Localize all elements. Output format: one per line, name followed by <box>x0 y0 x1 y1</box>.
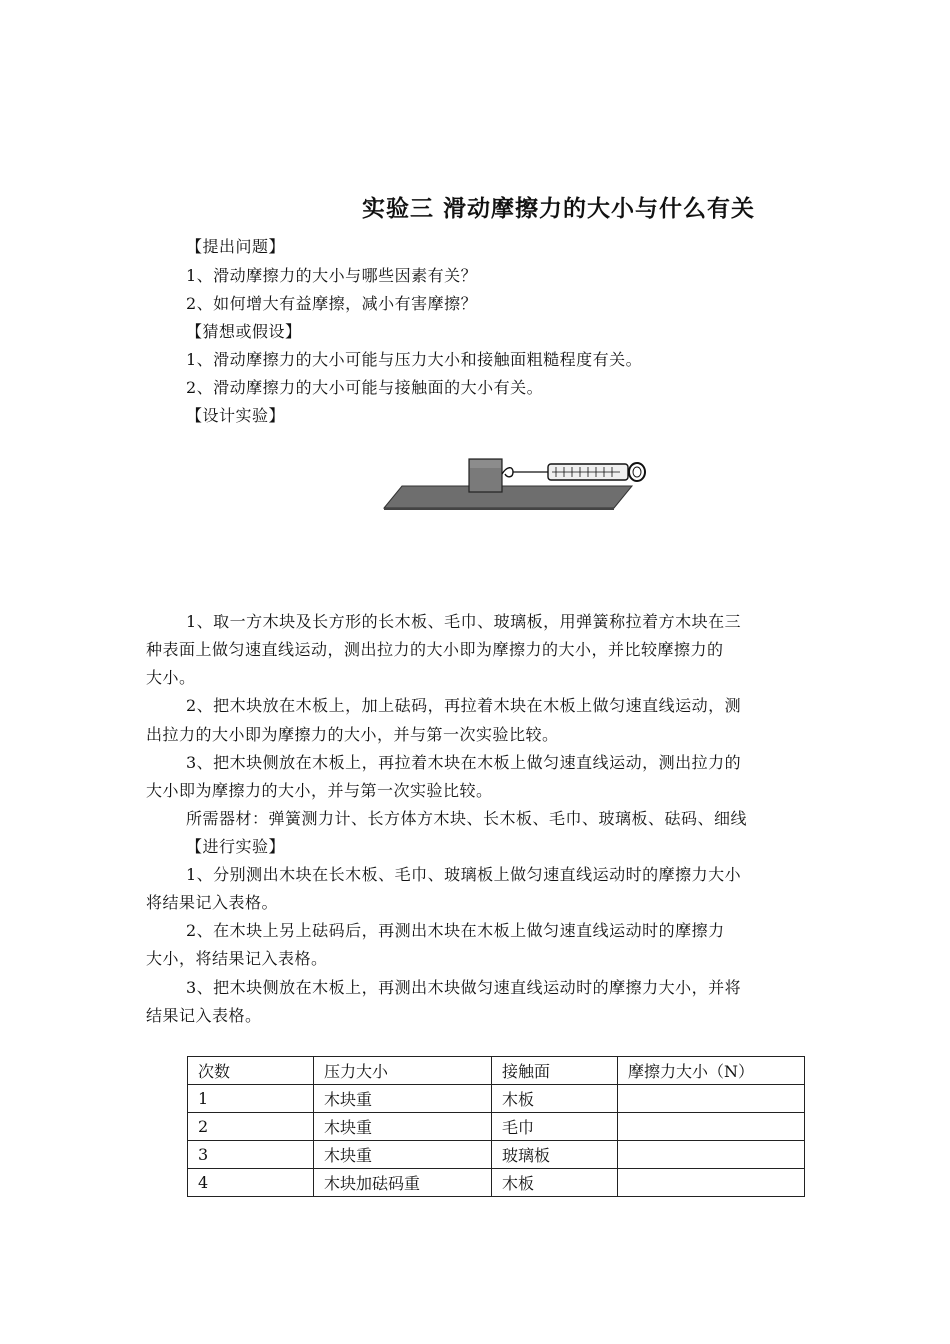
table-cell <box>618 1141 805 1169</box>
table-row <box>188 1169 805 1197</box>
table-cell: 3 <box>188 1141 314 1169</box>
table-header-cell: 摩擦力大小（N） <box>618 1057 805 1085</box>
hypothesis-item: 1、滑动摩擦力的大小可能与压力大小和接触面粗糙程度有关。 <box>186 350 643 369</box>
table-cell: 木块重 <box>314 1113 492 1141</box>
table-cell: 4 <box>188 1169 314 1197</box>
table-cell: 1 <box>188 1085 314 1113</box>
table-cell: 木块重 <box>314 1085 492 1113</box>
design-step-3-line: 3、把木块侧放在木板上，再拉着木块在木板上做匀速直线运动，测出拉力的 <box>186 753 742 772</box>
table-header-cell: 压力大小 <box>314 1057 492 1085</box>
table-cell <box>618 1085 805 1113</box>
hypothesis-item: 2、滑动摩擦力的大小可能与接触面的大小有关。 <box>186 378 544 397</box>
table-row <box>188 1141 805 1169</box>
table-cell: 木板 <box>492 1169 618 1197</box>
table-cell: 木板 <box>492 1085 618 1113</box>
conduct-step-1-line: 将结果记入表格。 <box>146 893 279 912</box>
conduct-step-2-line: 2、在木块上另上砝码后，再测出木块在木板上做匀速直线运动时的摩擦力 <box>186 921 725 940</box>
question-heading: 【提出问题】 <box>186 237 286 256</box>
page-title: 实验三 滑动摩擦力的大小与什么有关 <box>362 195 756 222</box>
design-step-2-line: 出拉力的大小即为摩擦力的大小，并与第一次实验比较。 <box>146 725 559 744</box>
design-heading: 【设计实验】 <box>186 406 286 425</box>
conduct-step-3-line: 结果记入表格。 <box>146 1006 262 1025</box>
conduct-heading: 【进行实验】 <box>186 837 286 856</box>
materials-line: 所需器材：弹簧测力计、长方体方木块、长木板、毛巾、玻璃板、砝码、细线 <box>186 809 748 828</box>
table-cell: 木块加砝码重 <box>314 1169 492 1197</box>
conduct-step-1-line: 1、分别测出木块在长木板、毛巾、玻璃板上做匀速直线运动时的摩擦力大小 <box>186 865 742 884</box>
table-cell <box>618 1113 805 1141</box>
design-step-1-line: 种表面上做匀速直线运动，测出拉力的大小即为摩擦力的大小，并比较摩擦力的 <box>146 640 724 659</box>
question-item: 1、滑动摩擦力的大小与哪些因素有关？ <box>186 266 478 285</box>
table-cell: 2 <box>188 1113 314 1141</box>
conduct-step-2-line: 大小，将结果记入表格。 <box>146 949 328 968</box>
table-row <box>188 1085 805 1113</box>
table-cell: 毛巾 <box>492 1113 618 1141</box>
spring-scale-pulling-block-diagram <box>380 452 670 516</box>
conduct-step-3-line: 3、把木块侧放在木板上，再测出木块做匀速直线运动时的摩擦力大小，并将 <box>186 978 742 997</box>
table-cell <box>618 1169 805 1197</box>
table-cell: 木块重 <box>314 1141 492 1169</box>
design-step-3-line: 大小即为摩擦力的大小，并与第一次实验比较。 <box>146 781 493 800</box>
design-step-2-line: 2、把木块放在木板上，加上砝码，再拉着木块在木板上做匀速直线运动，测 <box>186 696 742 715</box>
table-header-cell: 次数 <box>188 1057 314 1085</box>
design-step-1-line: 1、取一方木块及长方形的长木板、毛巾、玻璃板，用弹簧称拉着方木块在三 <box>186 612 742 631</box>
table-header-cell: 接触面 <box>492 1057 618 1085</box>
table-row <box>188 1113 805 1141</box>
design-step-1-line: 大小。 <box>146 668 196 687</box>
hypothesis-heading: 【猜想或假设】 <box>186 322 302 341</box>
table-cell: 玻璃板 <box>492 1141 618 1169</box>
table-header-row <box>188 1057 805 1085</box>
results-table <box>187 1056 805 1197</box>
question-item: 2、如何增大有益摩擦，减小有害摩擦？ <box>186 294 478 313</box>
